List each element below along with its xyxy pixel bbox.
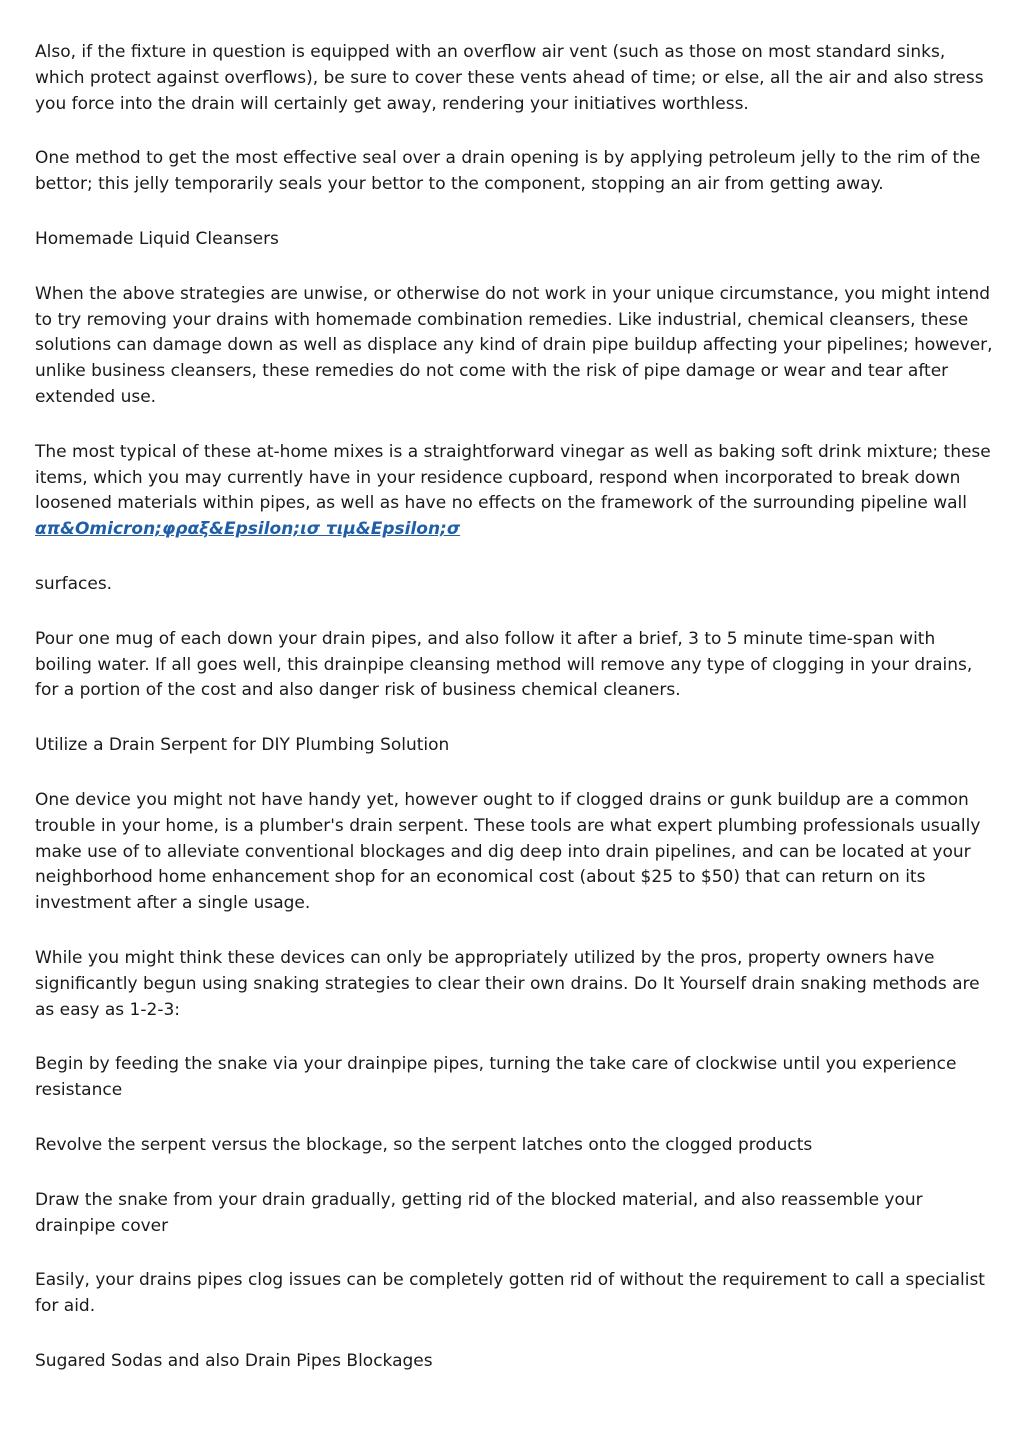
- step-feed-snake: Begin by feeding the snake via your drainpipe pipes, turning the take care of clockwise until you experience resistance: [35, 1054, 957, 1101]
- paragraph-drain-serpent-device: One device you might not have handy yet, however ought to if clogged drains or gunk buildup are a common trouble in your home, is a plumber's drain serpent. These tools are what expert plumbing professionals usually make use of to alleviate conventional blockages and dig deep into drain pipelines, and can be located at your neighborhood home enhancement shop for an economical cost (about $25 to $50) that can return on its investment after a single usage.: [35, 789, 981, 914]
- step-revolve-serpent: Revolve the serpent versus the blockage, so the serpent latches onto the clogged products: [35, 1134, 813, 1155]
- step-draw-snake: Draw the snake from your drain gradually, getting rid of the blocked material, and also reassemble your drainpipe cover: [35, 1189, 923, 1236]
- paragraph-surfaces: surfaces.: [35, 573, 113, 594]
- section-heading-homemade-cleansers: Homemade Liquid Cleansers: [35, 228, 279, 249]
- paragraph-vinegar-text: The most typical of these at-home mixes is a straightforward vinegar as well as baking soft drink mixture; these items, which you may currently have in your residence cupboard, respond when incorporated to break down loosened materials within pipes, as well as have no effects on the framework of the surrounding pipeline wall: [35, 441, 991, 514]
- paragraph-snaking-strategies: While you might think these devices can only be appropriately utilized by the pros, property owners have significantly begun using snaking strategies to clear their own drains. Do It Yourself drain snaking methods are as easy as 1-2-3:: [35, 947, 980, 1020]
- document-body: [35, 40, 995, 1404]
- inline-link[interactable]: απ&Omicron;φραξ&Epsilon;ισ τιμ&Epsilon;σ: [35, 519, 461, 540]
- paragraph-easily: Easily, your drains pipes clog issues can be completely gotten rid of without the requirement to call a specialist for aid.: [35, 1270, 985, 1317]
- paragraph-homemade-remedies: When the above strategies are unwise, or otherwise do not work in your unique circumstance, you might intend to try removing your drains with homemade combination remedies. Like industrial, chemical cleansers, these solutions can damage down as well as displace any kind of drain pipe buildup affecting your pipelines; however, unlike business cleansers, these remedies do not come with the risk of pipe damage or wear and tear after extended use.: [35, 283, 993, 407]
- paragraph-pour-mug: Pour one mug of each down your drain pipes, and also follow it after a brief, 3 to 5 minute time-span with boiling water. If all goes well, this drainpipe cleansing method will remove any type of clogging in your drains, for a portion of the cost and also danger risk of business chemical cleaners.: [35, 628, 973, 701]
- section-heading-sugared-sodas: Sugared Sodas and also Drain Pipes Blockages: [35, 1350, 433, 1371]
- paragraph-petroleum-jelly: One method to get the most effective seal over a drain opening is by applying petroleum jelly to the rim of the bettor; this jelly temporarily seals your bettor to the component, stopping an air from getting away.: [35, 148, 981, 195]
- paragraph-overflow-vent: Also, if the fixture in question is equipped with an overflow air vent (such as those on most standard sinks, which protect against overflows), be sure to cover these vents ahead of time; or else, all the air and also stress you force into the drain will certainly get away, rendering your initiatives worthless.: [35, 42, 984, 114]
- section-heading-drain-serpent: Utilize a Drain Serpent for DIY Plumbing Solution: [35, 735, 450, 756]
- paragraph-vinegar-baking-soda: [35, 440, 995, 543]
